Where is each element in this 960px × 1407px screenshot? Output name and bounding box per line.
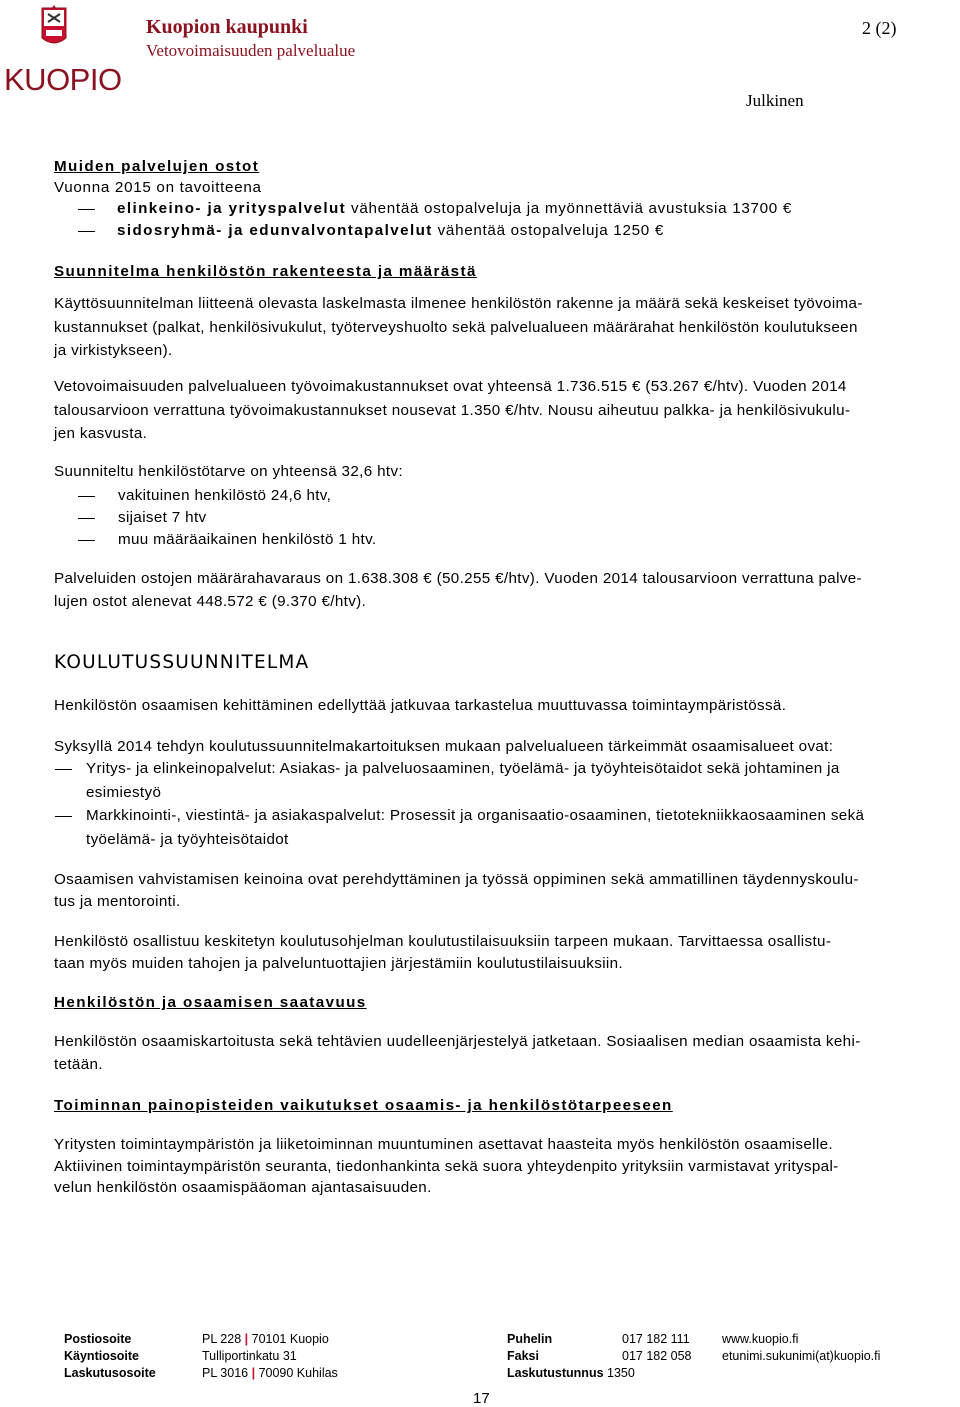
footer-laskutusosoite-label: Laskutusosoite <box>64 1366 156 1380</box>
koulutus-p4-line1: Henkilöstö osallistuu keskitetyn koulutusohjelman koulutustilaisuuksiin tarpeen mukaan. Tarvittaessa osallistu- <box>54 933 832 950</box>
saatavuus-line2: tetään. <box>54 1056 103 1073</box>
separator: | <box>251 1366 256 1380</box>
footer-faksi-label: Faksi <box>507 1349 539 1363</box>
logo-text: KUOPIO <box>4 62 122 97</box>
muut-item-1 <box>117 198 792 219</box>
koulutus-p3-line1: Osaamisen vahvistamisen keinoina ovat perehdyttäminen ja työssä oppiminen sekä ammatillinen täydennyskoulu- <box>54 871 859 888</box>
footer-laskutusosoite-a: PL 3016 <box>202 1366 249 1380</box>
dash-bullet <box>78 209 95 210</box>
footer-laskutustunnus-label: Laskutustunnus <box>507 1366 604 1380</box>
suunnitelma-p1-line3: ja virkistykseen). <box>54 342 173 359</box>
footer-faksi: 017 182 058 <box>622 1349 692 1363</box>
page-number: 17 <box>473 1390 490 1407</box>
koulutus-bullet-1-line2: esimiestyö <box>86 784 162 801</box>
koulutus-p4-line2: taan myös muiden tahojen ja palveluntuottajien järjestämiin koulutustilaisuuksiin. <box>54 955 624 972</box>
suunnitelma-p1-line1: Käyttösuunnitelman liitteenä olevasta laskelmasta ilmenee henkilöstön rakenne ja määrä sekä keskeiset työvoima- <box>54 295 863 312</box>
koulutus-p2: Syksyllä 2014 tehdyn koulutussuunnitelmakartoituksen mukaan palvelualueen tärkeimmät osaamisalueet ovat: <box>54 738 834 755</box>
department-name: Vetovoimaisuuden palvelualue <box>146 41 356 60</box>
koulutus-bullet-1-line1: Yritys- ja elinkeinopalvelut: Asiakas- ja palveluosaaminen, työelämä- ja työyhteisötaidot sekä johtaminen ja <box>86 760 840 777</box>
dash-bullet <box>55 816 72 817</box>
suunnitelma-p2-line1: Vetovoimaisuuden palvelualueen työvoimakustannukset ovat yhteensä 1.736.515 € (53.267 €/htv). Vuoden 2014 <box>54 378 847 395</box>
muut-item-2-rest: vähentää ostopalveluja 1250 € <box>432 222 664 239</box>
koulutus-p3-line2: tus ja mentorointi. <box>54 893 181 910</box>
separator: | <box>244 1332 249 1346</box>
organization-name: Kuopion kaupunki <box>146 16 308 38</box>
suunnitelma-p2-line2: talousarvioon verrattuna työvoimakustannukset nousevat 1.350 €/htv. Nousu aiheutuu palkka- ja henkilösivukulu- <box>54 402 851 419</box>
painopisteet-line1: Yritysten toimintaympäristön ja liiketoiminnan muuntuminen asettavat haasteita myös henkilöstön osaamiselle. <box>54 1136 833 1153</box>
dash-bullet <box>78 231 95 232</box>
footer-web-link[interactable]: www.kuopio.fi <box>722 1332 799 1346</box>
dash-bullet <box>55 769 72 770</box>
suunnitelma-p4-line1: Palveluiden ostojen määrärahavaraus on 1.638.308 € (50.255 €/htv). Vuoden 2014 talousarvioon verrattuna palve- <box>54 570 862 587</box>
section-title-painopisteet: Toiminnan painopisteiden vaikutukset osaamis- ja henkilöstötarpeeseen <box>54 1097 673 1114</box>
footer-laskutustunnus <box>507 1366 635 1380</box>
suunnitelma-p3-intro: Suunniteltu henkilöstötarve on yhteensä 32,6 htv: <box>54 463 403 480</box>
muut-item-2-bold: sidosryhmä- ja edunvalvontapalvelut <box>117 222 433 239</box>
painopisteet-line2: Aktiivinen toimintaympäristön seuranta, tiedonhankinta sekä suora yhteydenpito yrityksiin varmistavat yrityspal- <box>54 1158 839 1175</box>
classification: Julkinen <box>746 91 804 110</box>
footer-postiosoite-b: 70101 Kuopio <box>251 1332 329 1346</box>
footer-kayntiosoite: Tulliportinkatu 31 <box>202 1349 297 1363</box>
section-title-koulutus: KOULUTUSSUUNNITELMA <box>54 652 310 673</box>
htv-item-1: vakituinen henkilöstö 24,6 htv, <box>118 487 332 504</box>
section-title-saatavuus: Henkilöstön ja osaamisen saatavuus <box>54 994 367 1011</box>
muut-item-1-bold: elinkeino- ja yrityspalvelut <box>117 200 347 217</box>
footer-puhelin: 017 182 111 <box>622 1332 690 1346</box>
suunnitelma-p2-line3: jen kasvusta. <box>54 425 148 442</box>
footer-laskutusosoite-b: 70090 Kuhilas <box>258 1366 338 1380</box>
footer-postiosoite <box>202 1332 329 1346</box>
koulutus-bullet-2-line1: Markkinointi-, viestintä- ja asiakaspalvelut: Prosessit ja organisaatio-osaaminen, tietotekniikkaosaaminen sekä <box>86 807 865 824</box>
dash-bullet <box>78 518 95 519</box>
muut-item-2 <box>117 220 664 241</box>
koulutus-bullet-2-line2: työelämä- ja työyhteisötaidot <box>86 831 289 848</box>
suunnitelma-p1-line2: kustannukset (palkat, henkilösivukulut, työterveyshuolto sekä palvelualueen määrärahat henkilöstön koulutukseen <box>54 319 858 336</box>
painopisteet-line3: velun henkilöstön osaamispääoman ajantasaisuuden. <box>54 1179 432 1196</box>
saatavuus-line1: Henkilöstön osaamiskartoitusta sekä tehtävien uudelleenjärjestelyä jatketaan. Sosiaalisen median osaamista kehi- <box>54 1033 861 1050</box>
footer-email: etunimi.sukunimi(at)kuopio.fi <box>722 1349 881 1363</box>
muut-item-1-rest: vähentää ostopalveluja ja myönnettäviä avustuksia 13700 € <box>346 200 792 217</box>
section-title-muut: Muiden palvelujen ostot <box>54 158 260 175</box>
muut-intro: Vuonna 2015 on tavoitteena <box>54 179 262 196</box>
dash-bullet <box>78 496 95 497</box>
page-indicator: 2 (2) <box>862 18 897 38</box>
footer-laskutusosoite <box>202 1366 338 1380</box>
htv-item-3: muu määräaikainen henkilöstö 1 htv. <box>118 531 377 548</box>
footer-laskutustunnus-value: 1350 <box>607 1366 635 1380</box>
footer-puhelin-label: Puhelin <box>507 1332 553 1346</box>
section-title-suunnitelma: Suunnitelma henkilöstön rakenteesta ja määrästä <box>54 263 477 280</box>
dash-bullet <box>78 540 95 541</box>
kuopio-logo <box>4 4 122 102</box>
suunnitelma-p4-line2: lujen ostot alenevat 448.572 € (9.370 €/htv). <box>54 593 367 610</box>
footer-kayntiosoite-label: Käyntiosoite <box>64 1349 140 1363</box>
footer-postiosoite-a: PL 228 <box>202 1332 242 1346</box>
koulutus-p1: Henkilöstön osaamisen kehittäminen edellyttää jatkuvaa tarkastelua muuttuvassa toimintaympäristössä. <box>54 697 787 714</box>
htv-item-2: sijaiset 7 htv <box>118 509 207 526</box>
coat-of-arms-icon <box>4 4 104 64</box>
footer-postiosoite-label: Postiosoite <box>64 1332 132 1346</box>
